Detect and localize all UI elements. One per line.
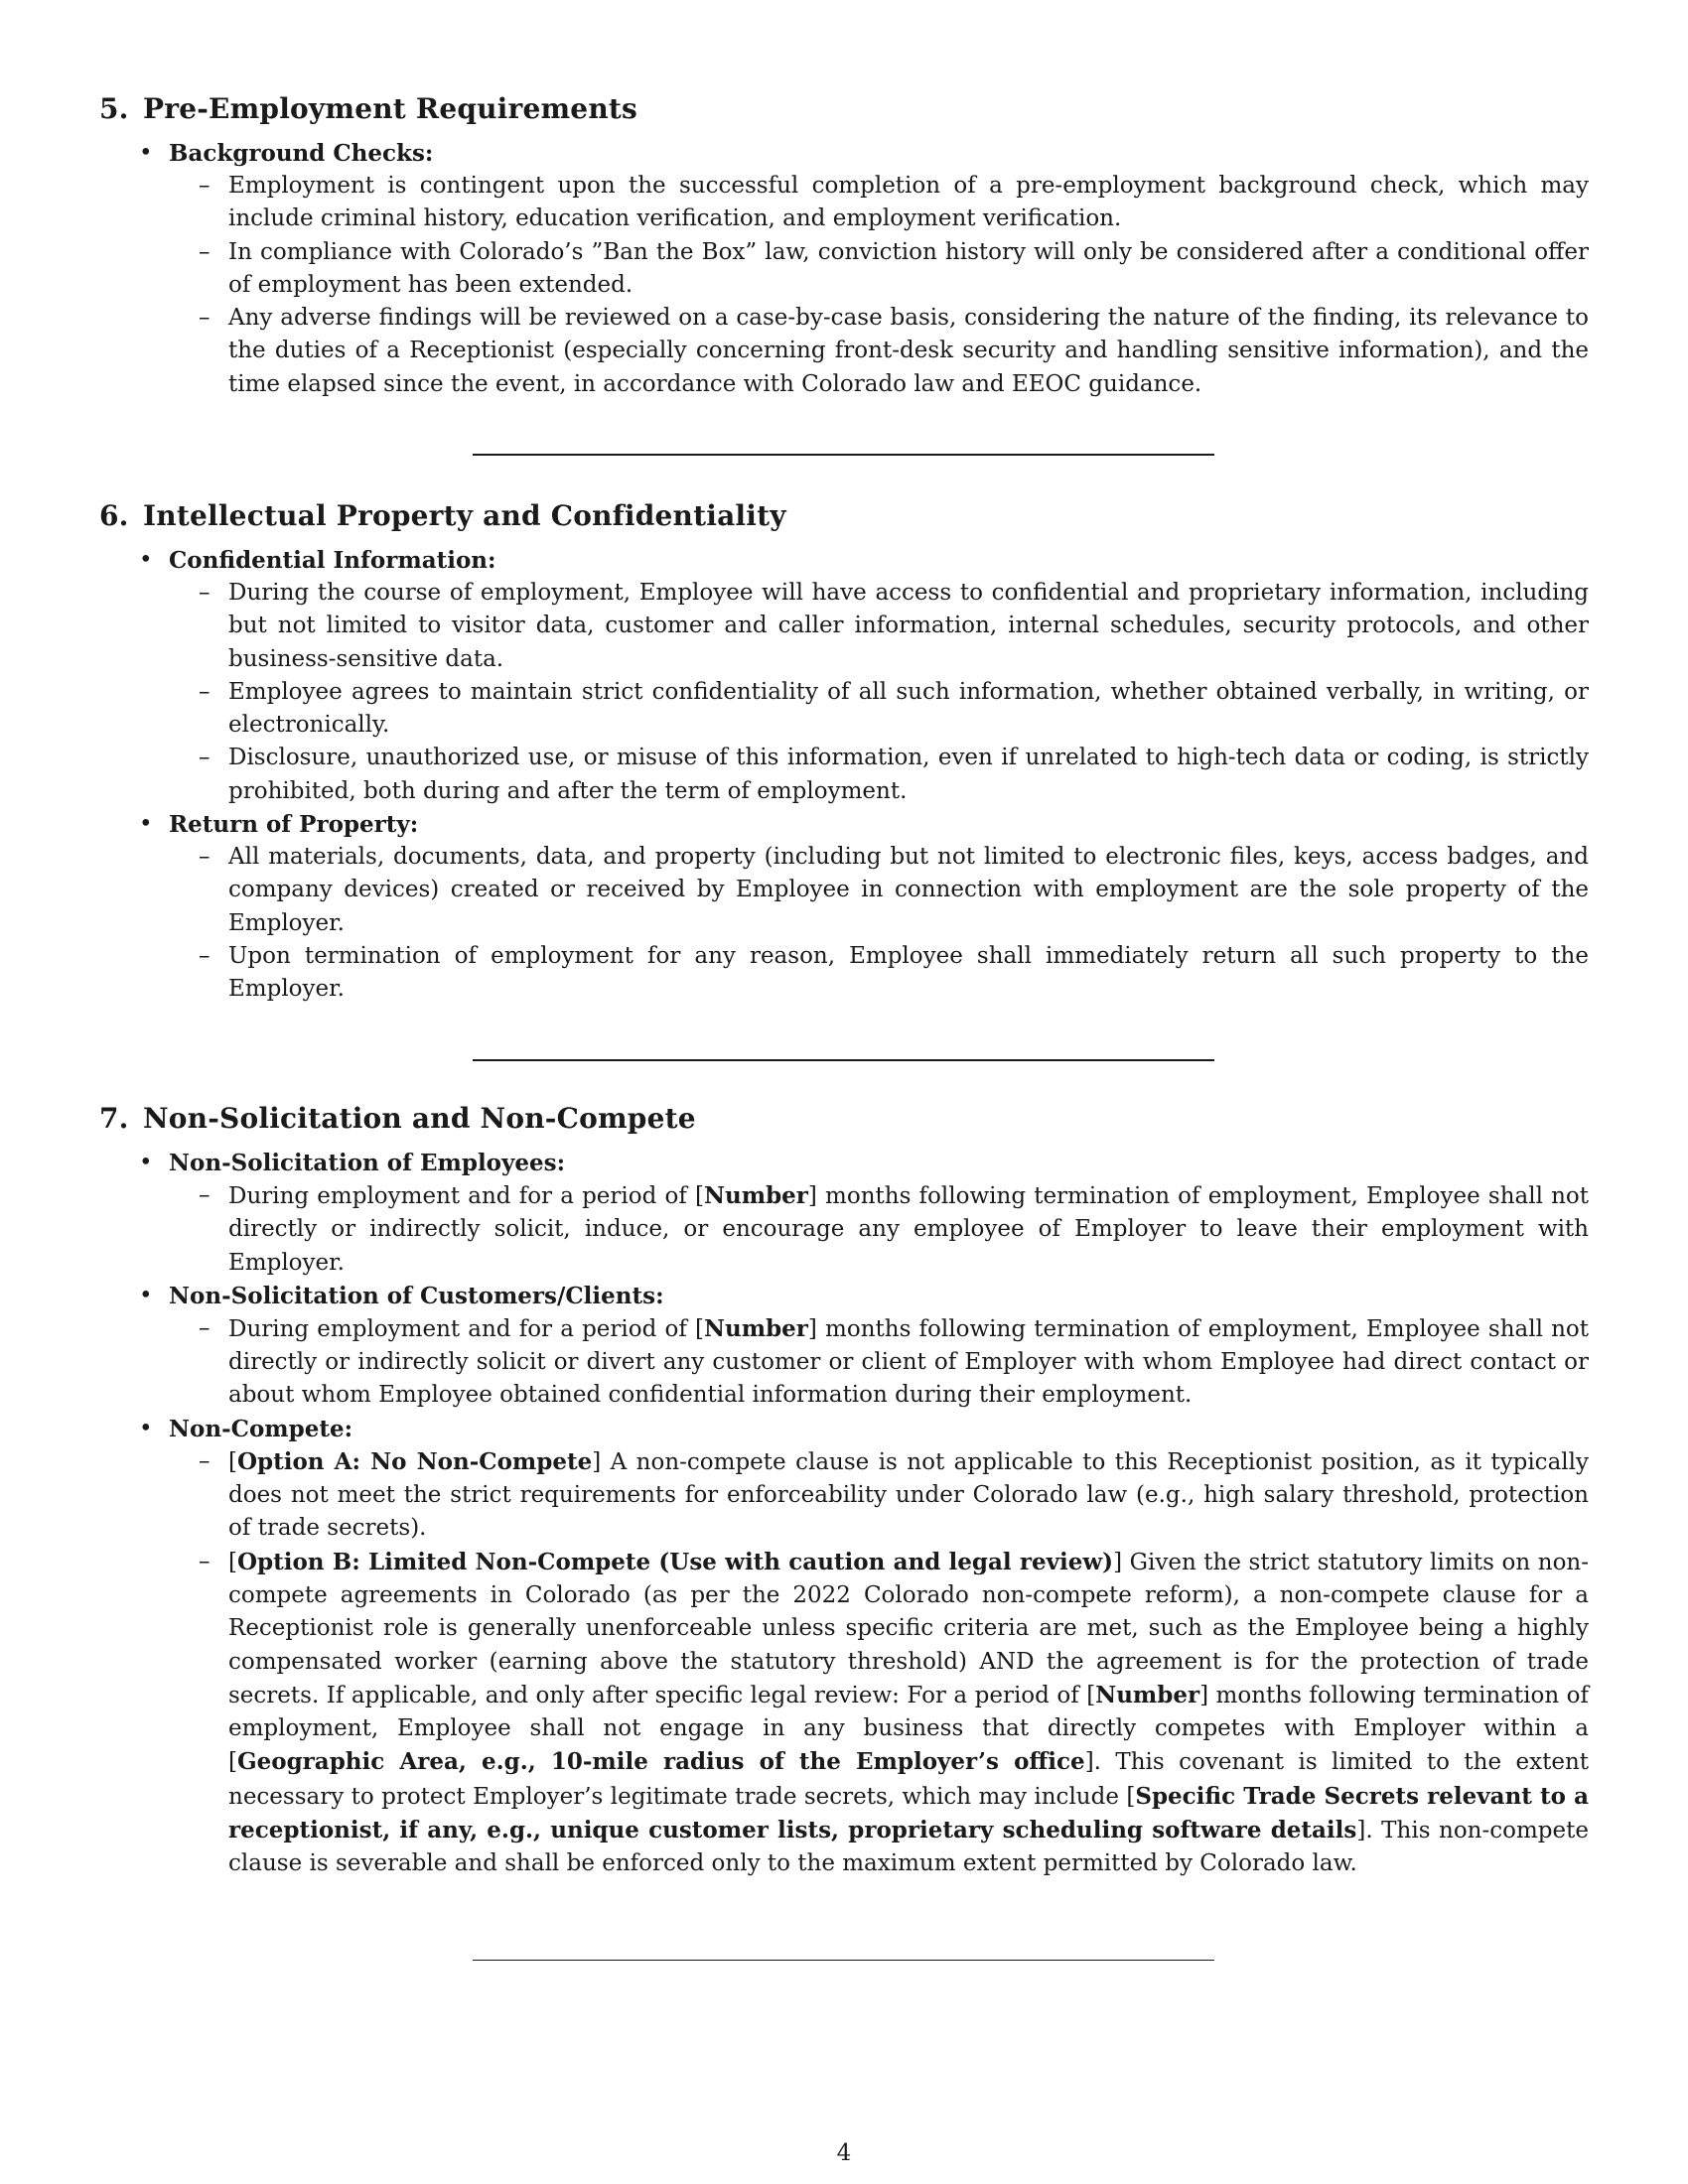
sub-list-item (199, 1445, 1589, 1546)
text-run: Employment is contingent upon the successful completion of a pre-employment background check, which may include criminal history, education verification, and employment verification. (228, 173, 1589, 232)
section-divider (473, 454, 1214, 456)
text-run: During employment and for a period of [ (228, 1315, 704, 1342)
sub-list (169, 170, 1589, 401)
sub-list (169, 1445, 1589, 1881)
item-title: Non-Solicitation of Customers/Clients: (169, 1282, 664, 1309)
section-title: Intellectual Property and Confidentiality (143, 499, 786, 532)
section-title: Pre-Employment Requirements (143, 92, 637, 125)
bullet-list (99, 544, 1589, 1007)
dash-icon: – (199, 173, 211, 199)
sub-list-item (199, 742, 1589, 808)
section-title: Non-Solicitation and Non-Compete (143, 1102, 696, 1135)
bold-placeholder: Number (1095, 1681, 1200, 1708)
dash-icon: – (199, 305, 211, 332)
sub-list (169, 1179, 1589, 1280)
bullet-icon: • (139, 1150, 153, 1175)
section-divider (473, 1059, 1214, 1061)
text-run: ] months following termination of employment, Employee shall not engage in any business that directly competes with Employer within a [ (228, 1682, 1589, 1776)
bold-placeholder: Geographic Area, e.g., 10-mile radius of the Employer’s office (236, 1748, 1085, 1776)
section (99, 91, 1589, 401)
bold-placeholder: Specific Trade Secrets relevant to a receptionist, if any, e.g., unique customer lists, proprietary scheduling software details (228, 1782, 1589, 1844)
item-title: Return of Property: (169, 811, 419, 839)
sub-list-item (199, 1312, 1589, 1413)
bullet-icon: • (139, 1282, 153, 1308)
sub-list-item (199, 236, 1589, 303)
text-run: ]. This covenant is limited to the extent necessary to protect Employer’s legitimate trade secrets, which may include [ (228, 1749, 1589, 1810)
item-title: Confidential Information: (169, 547, 496, 574)
dash-icon: – (199, 942, 211, 969)
text-run: [ (228, 1549, 237, 1575)
sub-list (169, 841, 1589, 1006)
bold-placeholder: Option B: Limited Non-Compete (Use with caution and legal review) (236, 1548, 1114, 1575)
item-title: Non-Solicitation of Employees: (169, 1150, 566, 1176)
bullet-icon: • (139, 1415, 153, 1441)
bold-placeholder: Number (704, 1314, 808, 1342)
sub-list (169, 577, 1589, 808)
bold-placeholder: Number (704, 1182, 808, 1209)
item-title: Background Checks: (169, 140, 434, 167)
text-run: Upon termination of employment for any reason, Employee shall immediately return all such property to the Employer. (228, 942, 1589, 1003)
sub-list-item (199, 841, 1589, 940)
dash-icon: – (199, 678, 211, 705)
section-number: 5. (99, 92, 129, 125)
text-run: ] A non-compete clause is not applicable to this Receptionist position, as it typically does not meet the strict requirements for enforceability under Colorado law (e.g., high salary threshold, protection of trade secrets). (228, 1448, 1589, 1542)
list-item (139, 1280, 1589, 1413)
dash-icon: – (199, 1447, 211, 1474)
item-title: Non-Compete: (169, 1415, 353, 1442)
section-number: 6. (99, 499, 129, 532)
page-number: 4 (836, 2140, 852, 2166)
text-run: [ (228, 1448, 237, 1475)
bullet-icon: • (139, 547, 153, 573)
sub-list-item (199, 1179, 1589, 1280)
dash-icon: – (199, 580, 211, 606)
text-run: ] months following termination of employment, Employee shall not directly or indirectly solicit, induce, or encourage any employee of Employer to leave their employment with Employer. (228, 1183, 1589, 1276)
dash-icon: – (199, 745, 211, 771)
bullet-icon: • (139, 140, 153, 166)
bold-placeholder: Option A: No Non-Compete (236, 1447, 593, 1475)
text-run: All materials, documents, data, and property (including but not limited to electronic files, keys, access badges, and company devices) created or received by Employee in connection with employment are the sole property of the Employer. (228, 844, 1589, 936)
list-item (139, 1413, 1589, 1881)
sub-list-item (199, 1546, 1589, 1881)
section-heading (99, 91, 1589, 127)
bullet-list (99, 1147, 1589, 1881)
sub-list-item (199, 940, 1589, 1007)
list-item (139, 544, 1589, 808)
bullet-icon: • (139, 811, 153, 838)
text-run: In compliance with Colorado’s ”Ban the Box” law, conviction history will only be considered after a conditional offer of employment has been extended. (228, 238, 1589, 298)
section-number: 7. (99, 1102, 129, 1135)
bullet-list (99, 137, 1589, 401)
section-heading (99, 498, 1589, 534)
sub-list-item (199, 577, 1589, 676)
dash-icon: – (199, 844, 211, 871)
text-run: Employee agrees to maintain strict confidentiality of all such information, whether obtained verbally, in writing, or electronically. (228, 678, 1589, 739)
sub-list-item (199, 170, 1589, 236)
list-item (139, 808, 1589, 1006)
dash-icon: – (199, 238, 211, 265)
text-run: ] Given the strict statutory limits on non-compete agreements in Colorado (as per the 2022 Colorado non-compete reform), a non-compete clause for a Receptionist role is generally unenforceable unless specific criteria are met, such as the Employee being a highly compensated worker (earning above the statutory threshold) AND the agreement is for the protection of trade secrets. If applicable, and only after specific legal review: For a period of [ (228, 1549, 1589, 1708)
dash-icon: – (199, 1548, 211, 1574)
text-run: During the course of employment, Employee will have access to confidential and proprietary information, including but not limited to visitor data, customer and caller information, internal schedules, security protocols, and other business-sensitive data. (228, 580, 1589, 672)
list-item (139, 1147, 1589, 1280)
dash-icon: – (199, 1314, 211, 1341)
section-divider (473, 1960, 1214, 1961)
section-heading (99, 1101, 1589, 1137)
sub-list-item (199, 676, 1589, 743)
text-run: ]. This non-compete clause is severable and shall be enforced only to the maximum extent permitted by Colorado law. (228, 1818, 1589, 1877)
text-run: ] months following termination of employment, Employee shall not directly or indirectly solicit or divert any customer or client of Employer with whom Employee had direct contact or about whom Employee obtained confidential information during their employment. (228, 1315, 1589, 1409)
list-item (139, 137, 1589, 401)
section (99, 1101, 1589, 1881)
text-run: Disclosure, unauthorized use, or misuse of this information, even if unrelated to high-tech data or coding, is strictly prohibited, both during and after the term of employment. (228, 745, 1589, 804)
dash-icon: – (199, 1182, 211, 1208)
text-run: During employment and for a period of [ (228, 1183, 704, 1209)
text-run: Any adverse findings will be reviewed on a case-by-case basis, considering the nature of the finding, its relevance to the duties of a Receptionist (especially concerning front-desk security and handling sensitive information), and the time elapsed since the event, in accordance with Colorado law and EEOC guidance. (228, 305, 1589, 397)
section (99, 498, 1589, 1007)
sub-list-item (199, 302, 1589, 401)
sub-list (169, 1312, 1589, 1413)
